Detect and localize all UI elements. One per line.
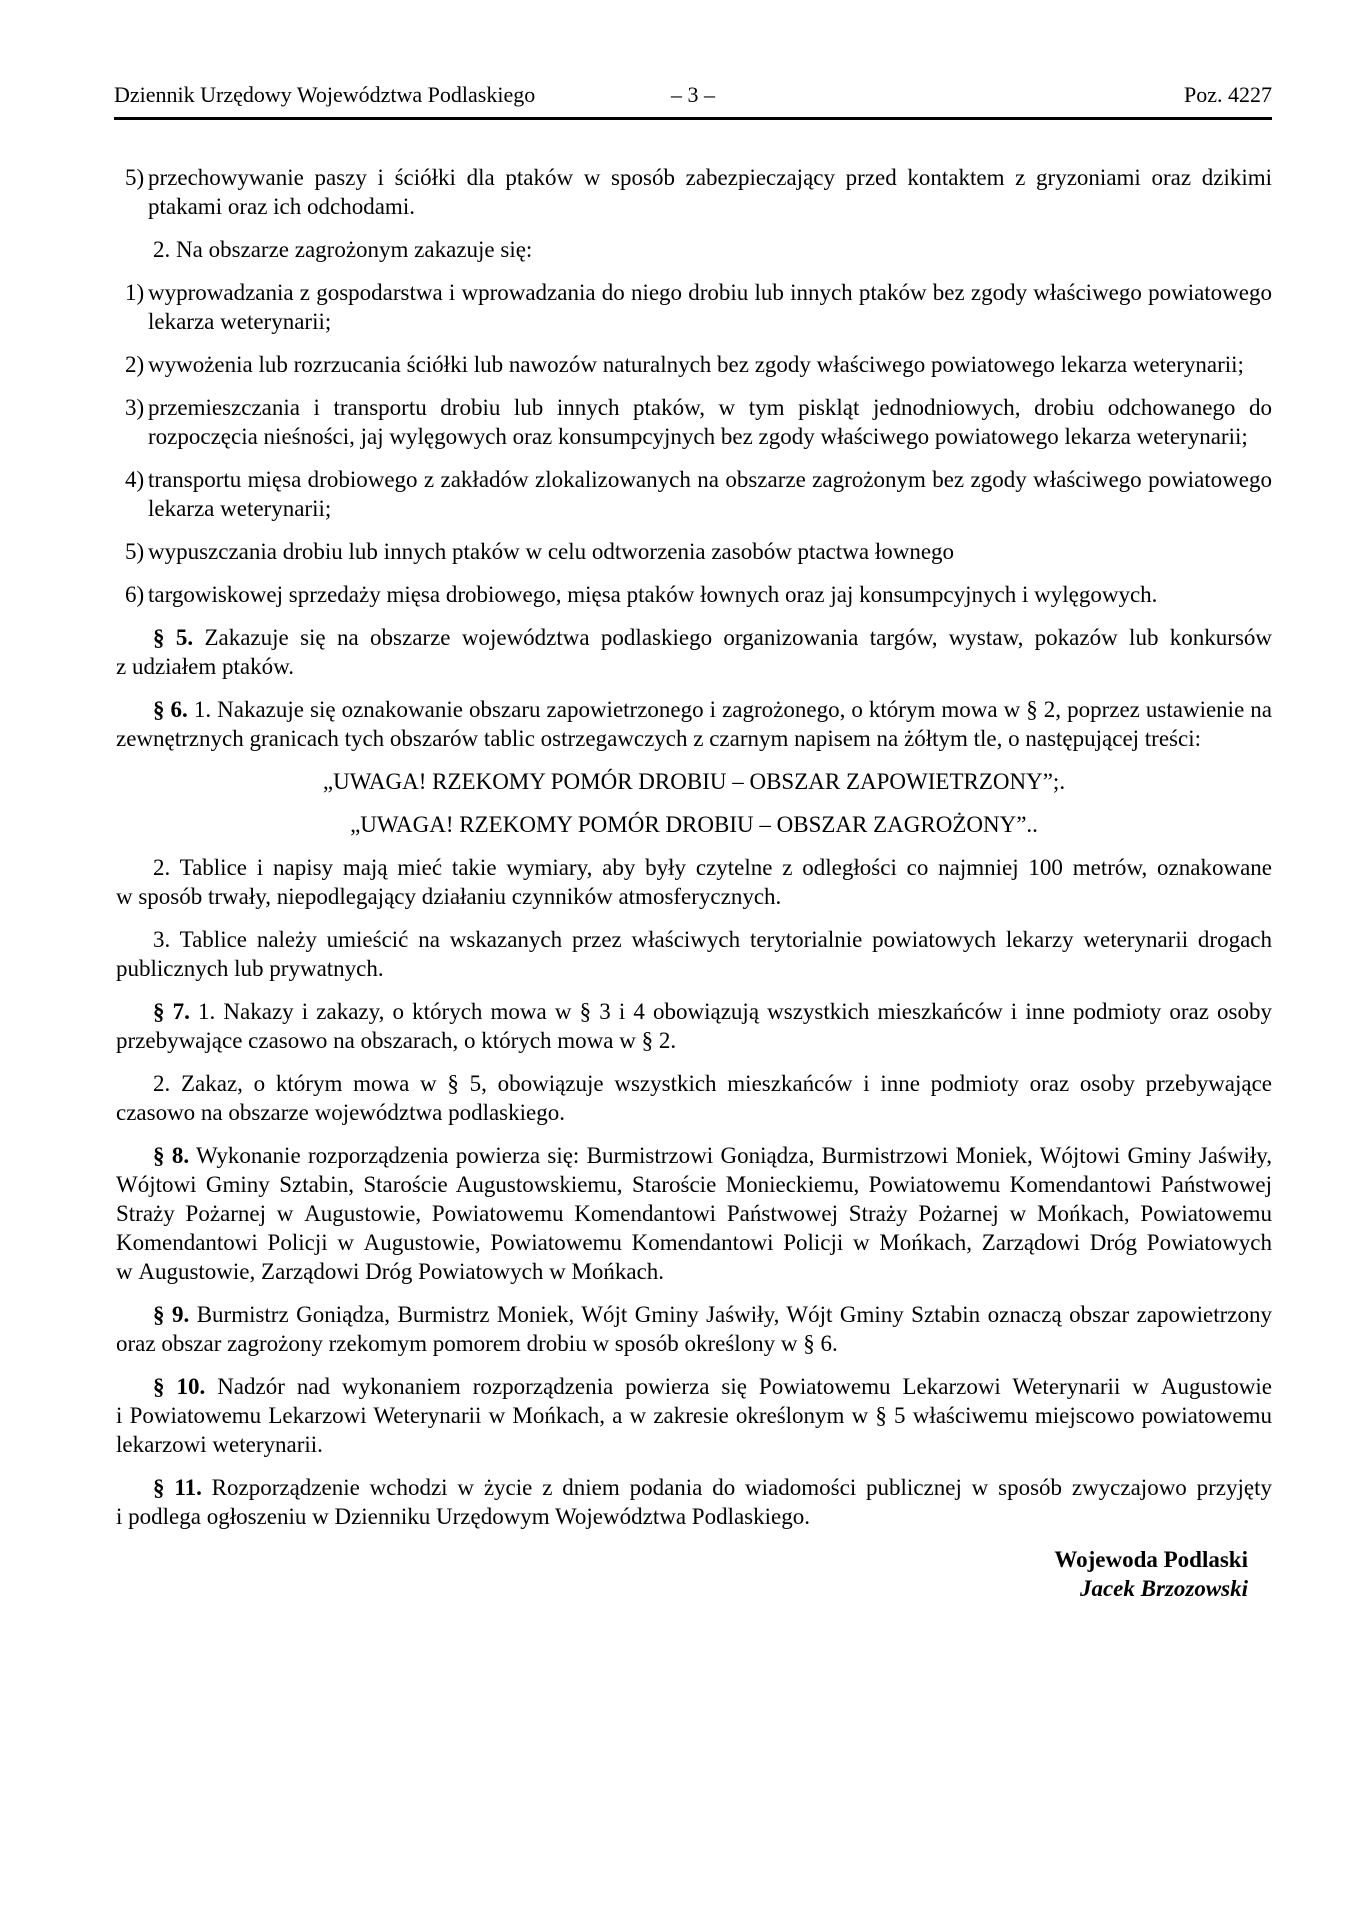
list-marker: 2)	[125, 352, 145, 377]
list-item-text: wyprowadzania z gospodarstwa i wprowadzania do niego drobiu lub innych ptaków bez zgody właściwego powiatowego lekarza weterynarii;	[148, 280, 1272, 334]
section-number: § 6.	[153, 697, 188, 722]
list-marker: 4)	[125, 467, 145, 492]
list-item-text: wypuszczania drobiu lub innych ptaków w celu odtworzenia zasobów ptactwa łownego	[148, 539, 955, 564]
paragraph	[116, 235, 1272, 264]
list-item	[116, 350, 1272, 379]
paragraph-text: Wykonanie rozporządzenia powierza się: Burmistrzowi Goniądza, Burmistrzowi Moniek, Wójtowi Gminy Jaświły, Wójtowi Gminy Sztabin, Staroście Augustowskiemu, Staroście Monieckiemu, Powiatowemu Komendantowi Państwowej Straży Pożarnej w Augustowie, Powiatowemu Komendantowi Państwowej Straży Pożarnej w Mońkach, Powiatowemu Komendantowi Policji w Augustowie, Powiatowemu Komendantowi Policji w Mońkach, Zarządowi Dróg Powiatowych w Augustowie, Zarządowi Dróg Powiatowych w Mońkach.	[116, 1143, 1272, 1284]
paragraph-text: Rozporządzenie wchodzi w życie z dniem podania do wiadomości publicznej w sposób zwyczajowo przyjęty i podlega ogłoszeniu w Dzienniku Urzędowym Województwa Podlaskiego.	[116, 1475, 1273, 1529]
section-number: § 11.	[153, 1475, 202, 1500]
list-item-text: przechowywanie paszy i ściółki dla ptaków w sposób zabezpieczający przed kontaktem z gryzoniami oraz dzikimi ptakami oraz ich odchodami.	[148, 165, 1272, 219]
list-marker: 5)	[125, 165, 145, 190]
paragraph-text: Burmistrz Goniądza, Burmistrz Moniek, Wójt Gminy Jaświły, Wójt Gminy Sztabin oznaczą obszar zapowietrzony oraz obszar zagrożony rzekomym pomorem drobiu w sposób określony w § 6.	[116, 1302, 1273, 1356]
warning-line-zapowietrzony	[116, 767, 1272, 796]
section-paragraph-9	[116, 1300, 1272, 1358]
section-paragraph-5	[116, 623, 1272, 681]
warning-text: „UWAGA! RZEKOMY POMÓR DROBIU – OBSZAR ZAGROŻONY”..	[350, 812, 1038, 837]
list-item	[116, 278, 1272, 336]
paragraph-text: 1. Nakazuje się oznakowanie obszaru zapowietrzonego i zagrożonego, o którym mowa w § 2, poprzez ustawienie na zewnętrznych granicach tych obszarów tablic ostrzegawczych z czarnym napisem na żółtym tle, o następującej treści:	[116, 697, 1273, 751]
section-paragraph-6	[116, 695, 1272, 753]
signature-title: Wojewoda Podlaski	[1054, 1547, 1248, 1572]
list-item	[116, 537, 1272, 566]
paragraph-text: 2. Na obszarze zagrożonym zakazuje się:	[153, 237, 533, 262]
paragraph	[116, 853, 1272, 911]
list-item	[116, 465, 1272, 523]
paragraph-text: 3. Tablice należy umieścić na wskazanych przez właściwych terytorialnie powiatowych lekarzy weterynarii drogach publicznych lub prywatnych.	[116, 927, 1272, 981]
list-item	[116, 163, 1272, 221]
paragraph-text: 2. Zakaz, o którym mowa w § 5, obowiązuje wszystkich mieszkańców i inne podmioty oraz osoby przebywające czasowo na obszarze województwa podlaskiego.	[116, 1071, 1272, 1125]
list-item	[116, 580, 1272, 609]
list-item-text: przemieszczania i transportu drobiu lub innych ptaków, w tym piskląt jednodniowych, drobiu odchowanego do rozpoczęcia nieśności, jaj wylęgowych oraz konsumpcyjnych bez zgody właściwego powiatowego lekarza weterynarii;	[148, 395, 1272, 449]
paragraph-text: 2. Tablice i napisy mają mieć takie wymiary, aby były czytelne z odległości co najmniej 100 metrów, oznakowane w sposób trwały, niepodlegający działaniu czynników atmosferycznych.	[116, 855, 1272, 909]
section-number: § 10.	[153, 1374, 206, 1399]
signature-name: Jacek Brzozowski	[1079, 1576, 1248, 1601]
section-number: § 5.	[153, 625, 194, 650]
list-item-text: transportu mięsa drobiowego z zakładów zlokalizowanych na obszarze zagrożonym bez zgody właściwego powiatowego lekarza weterynarii;	[148, 467, 1272, 521]
list-marker: 1)	[125, 280, 145, 305]
paragraph	[116, 925, 1272, 983]
signature-block	[116, 1545, 1272, 1603]
document-body	[116, 120, 1272, 1603]
warning-text: „UWAGA! RZEKOMY POMÓR DROBIU – OBSZAR ZAPOWIETRZONY”;.	[322, 769, 1066, 794]
section-paragraph-11	[116, 1473, 1272, 1531]
list-item	[116, 393, 1272, 451]
list-marker: 5)	[125, 539, 145, 564]
paragraph-text: Zakazuje się na obszarze województwa podlaskiego organizowania targów, wystaw, pokazów lub konkursów z udziałem ptaków.	[116, 625, 1273, 679]
section-paragraph-10	[116, 1372, 1272, 1459]
page-number: – 3 –	[671, 82, 715, 107]
warning-line-zagrozony	[116, 810, 1272, 839]
section-number: § 7.	[153, 999, 190, 1024]
journal-title: Dziennik Urzędowy Województwa Podlaskiego	[114, 82, 536, 107]
paragraph	[116, 1069, 1272, 1127]
list-marker: 6)	[125, 582, 145, 607]
list-item-text: wywożenia lub rozrzucania ściółki lub nawozów naturalnych bez zgody właściwego powiatowego lekarza weterynarii;	[148, 352, 1244, 377]
list-item-text: targowiskowej sprzedaży mięsa drobiowego, mięsa ptaków łownych oraz jaj konsumpcyjnych i wylęgowych.	[148, 582, 1158, 607]
section-paragraph-7	[116, 997, 1272, 1055]
paragraph-text: Nadzór nad wykonaniem rozporządzenia powierza się Powiatowemu Lekarzowi Weterynarii w Augustowie i Powiatowemu Lekarzowi Weterynarii w Mońkach, a w zakresie określonym w § 5 właściwemu miejscowo powiatowemu lekarzowi weterynarii.	[116, 1374, 1273, 1457]
position-number: Poz. 4227	[1184, 82, 1272, 107]
list-marker: 3)	[125, 395, 145, 420]
page-header	[114, 0, 1272, 109]
section-paragraph-8	[116, 1141, 1272, 1286]
section-number: § 9.	[153, 1302, 190, 1327]
paragraph-text: 1. Nakazy i zakazy, o których mowa w § 3 i 4 obowiązują wszystkich mieszkańców i inne podmioty oraz osoby przebywające czasowo na obszarach, o których mowa w § 2.	[116, 999, 1273, 1053]
section-number: § 8.	[153, 1143, 190, 1168]
